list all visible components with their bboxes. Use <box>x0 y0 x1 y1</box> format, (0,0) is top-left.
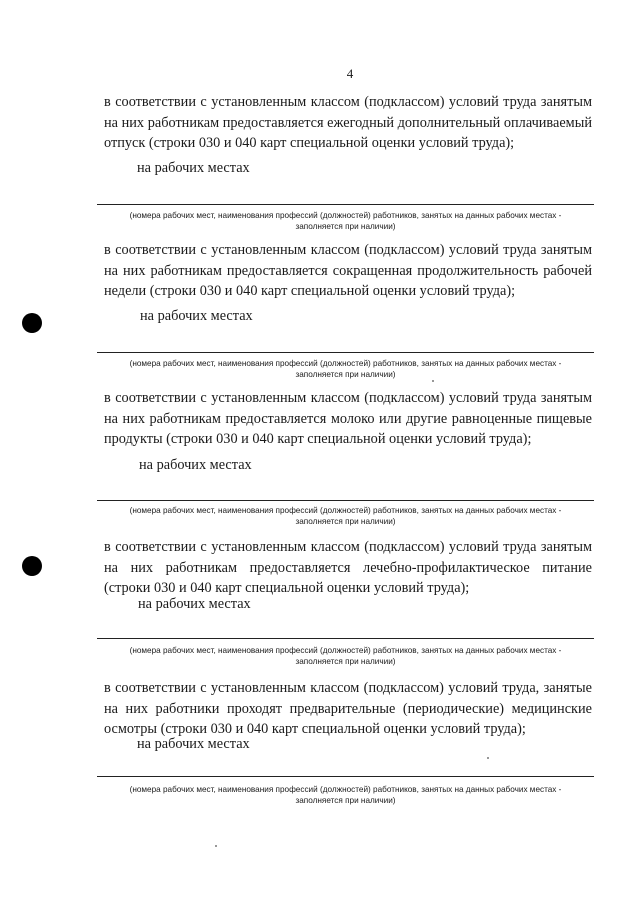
fill-in-line <box>97 776 594 777</box>
page-number: 4 <box>346 66 354 81</box>
note-line-1: (номера рабочих мест, наименования профессий (должностей) работников, занятых на данных рабочих местах - <box>129 785 562 794</box>
note-line-1: (номера рабочих мест, наименования профессий (должностей) работников, занятых на данных рабочих местах - <box>129 506 562 515</box>
fill-in-note <box>97 358 594 380</box>
note-line-1: (номера рабочих мест, наименования профессий (должностей) работников, занятых на данных рабочих местах - <box>129 646 562 655</box>
section-paragraph-nutrition: в соответствии с установленным классом (подклассом) условий труда занятым на них работникам предоставляется лечебно-профилактическое питание (строки 030 и 040 карт специальной оценки условий труда); <box>104 539 592 596</box>
punch-hole <box>22 556 42 576</box>
section-paragraph-milk: в соответствии с установленным классом (подклассом) условий труда занятым на них работникам предоставляется молоко или другие равноценные пищевые продукты (строки 030 и 040 карт специальной оценки условий труда); <box>104 390 592 447</box>
workplaces-label: на рабочих местах <box>138 596 251 612</box>
fill-in-line <box>97 500 594 501</box>
workplaces-label: на рабочих местах <box>140 308 253 324</box>
note-line-2: заполняется при наличии) <box>295 796 396 805</box>
fill-in-note <box>97 210 594 232</box>
note-line-2: заполняется при наличии) <box>295 222 396 231</box>
note-line-1: (номера рабочих мест, наименования профессий (должностей) работников, занятых на данных рабочих местах - <box>129 211 562 220</box>
section-paragraph-short-week: в соответствии с установленным классом (подклассом) условий труда занятым на них работникам предоставляется сокращенная продолжительность рабочей недели (строки 030 и 040 карт специальной оценки условий труда); <box>104 242 592 299</box>
note-line-2: заполняется при наличии) <box>295 657 396 666</box>
fill-in-note <box>97 505 594 527</box>
workplaces-label: на рабочих местах <box>139 457 252 473</box>
workplaces-label: на рабочих местах <box>137 736 250 752</box>
scan-speck <box>487 757 489 759</box>
workplaces-label: на рабочих местах <box>137 160 250 176</box>
fill-in-note <box>97 784 594 806</box>
fill-in-note <box>97 645 594 667</box>
fill-in-line <box>97 638 594 639</box>
scan-speck <box>432 380 434 382</box>
note-line-2: заполняется при наличии) <box>295 370 396 379</box>
scan-speck <box>215 845 217 847</box>
fill-in-line <box>97 204 594 205</box>
punch-hole <box>22 313 42 333</box>
note-line-1: (номера рабочих мест, наименования профессий (должностей) работников, занятых на данных рабочих местах - <box>129 359 562 368</box>
section-paragraph-vacation: в соответствии с установленным классом (подклассом) условий труда занятым на них работникам предоставляется ежегодный дополнительный оплачиваемый отпуск (строки 030 и 040 карт специальной оценки условий труда); <box>104 94 592 151</box>
fill-in-line <box>97 352 594 353</box>
section-paragraph-medical: в соответствии с установленным классом (подклассом) условий труда, занятые на них работники проходят предварительные (периодические) медицинские осмотры (строки 030 и 040 карт специальной оценки условий труда); <box>104 680 592 737</box>
note-line-2: заполняется при наличии) <box>295 517 396 526</box>
